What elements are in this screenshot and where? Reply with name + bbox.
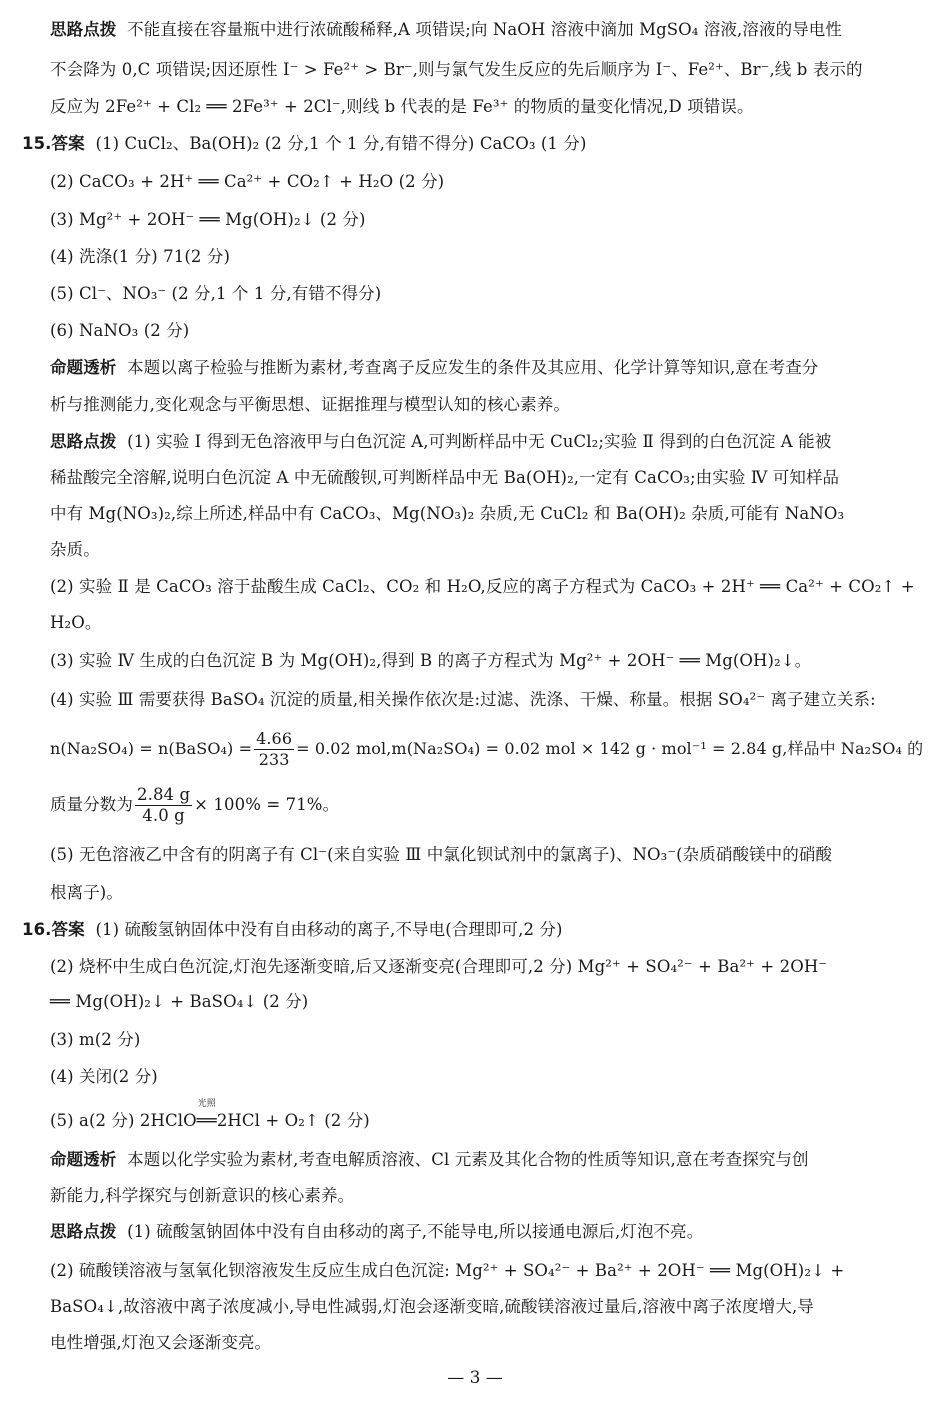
section-label: 思路点拨 <box>50 432 117 451</box>
q15-s9-lhs: n(Na₂SO₄) = n(BaSO₄) = <box>50 739 253 758</box>
q15-a5: (5) Cl⁻、NO₃⁻ (2 分,1 个 1 分,有错不得分) <box>50 284 382 303</box>
section-label: 思路点拨 <box>50 1222 117 1241</box>
q15-a6: (6) NaNO₃ (2 分) <box>50 321 190 340</box>
p1-line-2: 不会降为 0,C 项错误;因还原性 I⁻ > Fe²⁺ > Br⁻,则与氯气发生反应的先后顺序为 I⁻、Fe²⁺、Br⁻,线 b 表示的 <box>50 60 863 79</box>
q15-a3: (3) Mg²⁺ + 2OH⁻ ══ Mg(OH)₂↓ (2 分) <box>50 210 366 229</box>
q15-s7: (3) 实验 Ⅳ 生成的白色沉淀 B 为 Mg(OH)₂,得到 B 的离子方程式为 Mg²⁺ + 2OH⁻ ══ Mg(OH)₂↓。 <box>50 651 812 670</box>
fraction-denominator: 4.0 g <box>142 806 185 825</box>
q15-m1 <box>50 356 818 380</box>
q15-s8: (4) 实验 Ⅲ 需要获得 BaSO₄ 沉淀的质量,相关操作依次是:过滤、洗涤、干燥、称量。根据 SO₄²⁻ 离子建立关系: <box>50 690 876 709</box>
section-label: 思路点拨 <box>50 20 117 39</box>
answer-label: 答案 <box>51 920 85 939</box>
fraction-denominator: 233 <box>258 750 290 769</box>
p1-line-3: 反应为 2Fe²⁺ + Cl₂ ══ 2Fe³⁺ + 2Cl⁻,则线 b 代表的是 Fe³⁺ 的物质的量变化情况,D 项错误。 <box>50 97 754 116</box>
q15-s1-text: (1) 实验 Ⅰ 得到无色溶液甲与白色沉淀 A,可判断样品中无 CuCl₂;实验 Ⅱ 得到的白色沉淀 A 能被 <box>127 432 832 451</box>
fraction-numerator: 4.66 <box>256 729 293 748</box>
q16-a2: (2) 烧杯中生成白色沉淀,灯泡先逐渐变暗,后又逐渐变亮(合理即可,2 分) Mg²⁺ + SO₄²⁻ + Ba²⁺ + 2OH⁻ <box>50 957 828 976</box>
q16-a3: (3) m(2 分) <box>50 1030 141 1049</box>
q15-s11: (5) 无色溶液乙中含有的阴离子有 Cl⁻(来自实验 Ⅲ 中氯化钡试剂中的氯离子)、NO₃⁻(杂质硝酸镁中的硝酸 <box>50 845 833 864</box>
fraction <box>254 729 294 770</box>
p1-text-1: 不能直接在容量瓶中进行浓硫酸稀释,A 项错误;向 NaOH 溶液中滴加 MgSO₄ 溶液,溶液的导电性 <box>127 20 842 39</box>
reaction-arrow: 光照 ══ <box>196 1099 217 1130</box>
q15-s10 <box>50 784 339 826</box>
q16-a4: (4) 关闭(2 分) <box>50 1067 158 1086</box>
q15-s6: H₂O。 <box>50 613 102 632</box>
q16-a5-rhs: 2HCl + O₂↑ (2 分) <box>216 1111 370 1130</box>
section-label: 命题透析 <box>50 1150 117 1169</box>
answer-label: 答案 <box>51 134 85 153</box>
q15-s9 <box>50 728 923 770</box>
q15-s1 <box>50 430 831 454</box>
q15-a1: (1) CuCl₂、Ba(OH)₂ (2 分,1 个 1 分,有错不得分) CaCO₃ (1 分) <box>95 134 587 153</box>
question-number: 16. <box>22 920 52 939</box>
q15-s10-rhs: × 100% = 71%。 <box>194 795 340 814</box>
q15-a2: (2) CaCO₃ + 2H⁺ ══ Ca²⁺ + CO₂↑ + H₂O (2 分) <box>50 172 445 191</box>
q15-s5: (2) 实验 Ⅱ 是 CaCO₃ 溶于盐酸生成 CaCl₂、CO₂ 和 H₂O,反应的离子方程式为 CaCO₃ + 2H⁺ ══ Ca²⁺ + CO₂↑ + <box>50 577 915 596</box>
q16-a1: (1) 硫酸氢钠固体中没有自由移动的离子,不导电(合理即可,2 分) <box>95 920 563 939</box>
page-number: — 3 — <box>447 1368 503 1388</box>
q15-s4: 杂质。 <box>50 540 100 559</box>
q16-answer-line-1 <box>22 918 563 942</box>
question-number: 15. <box>22 134 52 153</box>
section-label: 命题透析 <box>50 358 117 377</box>
q15-answer-line-1 <box>22 132 587 156</box>
fraction-numerator: 2.84 g <box>137 785 191 804</box>
q16-s4: 电性增强,灯泡又会逐渐变亮。 <box>50 1333 272 1352</box>
reaction-condition: 光照 <box>197 1099 216 1109</box>
q15-s2: 稀盐酸完全溶解,说明白色沉淀 A 中无硫酸钡,可判断样品中无 Ba(OH)₂,一定有 CaCO₃;由实验 Ⅳ 可知样品 <box>50 468 840 487</box>
fraction <box>135 785 192 826</box>
q16-m2: 新能力,科学探究与创新意识的核心素养。 <box>50 1186 355 1205</box>
q16-m1-text: 本题以化学实验为素材,考查电解质溶液、Cl 元素及其化合物的性质等知识,意在考查探究与创 <box>127 1150 809 1169</box>
q16-s1 <box>50 1220 703 1244</box>
q15-m2: 析与推测能力,变化观念与平衡思想、证据推理与模型认知的核心素养。 <box>50 395 570 414</box>
q15-s3: 中有 Mg(NO₃)₂,综上所述,样品中有 CaCO₃、Mg(NO₃)₂ 杂质,无 CuCl₂ 和 Ba(OH)₂ 杂质,可能有 NaNO₃ <box>50 504 845 523</box>
p1-line-1 <box>50 18 842 42</box>
q15-s10-lhs: 质量分数为 <box>50 795 133 814</box>
q15-s12: 根离子)。 <box>50 883 123 902</box>
q16-a2b: ══ Mg(OH)₂↓ + BaSO₄↓ (2 分) <box>50 992 309 1011</box>
q15-s9-rhs: = 0.02 mol,m(Na₂SO₄) = 0.02 mol × 142 g · mol⁻¹ = 2.84 g,样品中 Na₂SO₄ 的 <box>296 739 924 758</box>
q16-a5-lhs: (5) a(2 分) 2HClO <box>50 1111 197 1130</box>
q15-m1-text: 本题以离子检验与推断为素材,考查离子反应发生的条件及其应用、化学计算等知识,意在考查分 <box>127 358 819 377</box>
q16-m1 <box>50 1148 809 1172</box>
q16-s2: (2) 硫酸镁溶液与氢氧化钡溶液发生反应生成白色沉淀: Mg²⁺ + SO₄²⁻ + Ba²⁺ + 2OH⁻ ══ Mg(OH)₂↓ + <box>50 1261 845 1280</box>
q16-s1-text: (1) 硫酸氢钠固体中没有自由移动的离子,不能导电,所以接通电源后,灯泡不亮。 <box>127 1222 704 1241</box>
q15-a4: (4) 洗涤(1 分) 71(2 分) <box>50 247 230 266</box>
q16-s3: BaSO₄↓,故溶液中离子浓度减小,导电性减弱,灯泡会逐渐变暗,硫酸镁溶液过量后,溶液中离子浓度增大,导 <box>50 1297 814 1316</box>
q16-a5 <box>50 1099 370 1133</box>
